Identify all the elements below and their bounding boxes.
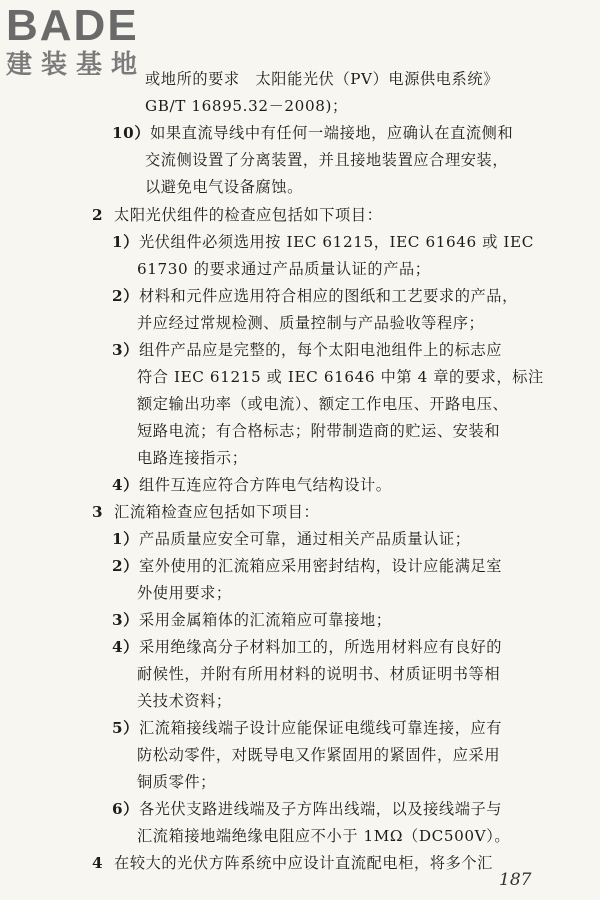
item-number: 1） [112,530,139,548]
text-line [145,68,499,90]
line-text: GB/T 16895.32－2008)； [145,97,348,115]
section-heading [92,204,382,226]
item-number: 1） [112,233,139,251]
line-text: 短路电流；有合格标志；附带制造商的贮运、安装和 [137,422,501,440]
list-item [112,339,502,361]
line-text: 采用绝缘高分子材料加工的，所选用材料应有良好的 [138,638,503,656]
list-item [112,474,392,496]
line-text: 在较大的光伏方阵系统中应设计直流配电柜，将多个汇 [114,854,493,872]
logo-brand: BADE [6,1,139,50]
list-item [112,636,502,658]
text-line [145,95,348,117]
line-text: 组件互连应符合方阵电气结构设计。 [138,476,392,494]
section-number: 3 [92,503,104,521]
section-heading [92,852,493,874]
text-line [137,582,232,604]
line-text: 额定输出功率（或电流）、额定工作电压、开路电压、 [137,395,509,413]
text-line [137,312,484,334]
item-number: 4） [112,476,139,494]
line-text: 符合 IEC 61215 或 IEC 61646 中第 4 章的要求，标注 [137,368,544,386]
line-text: 汇流箱检查应包括如下项目： [114,503,320,521]
item-number: 5） [112,719,139,737]
text-line [137,825,510,847]
list-item [112,609,392,631]
item-number: 4） [112,638,139,656]
line-text: 汇流箱接线端子设计应能保证电缆线可靠连接，应有 [138,719,503,737]
section-number: 2 [92,206,104,224]
text-line [137,771,216,793]
text-line [137,258,431,280]
bade-logo [6,1,147,80]
text-line [137,663,500,685]
line-text: 采用金属箱体的汇流箱应可靠接地； [138,611,392,629]
line-text: 防松动零件，对既导电又作紧固用的紧固件，应采用 [137,746,501,764]
line-text: 组件产品应是完整的，每个太阳电池组件上的标志应 [138,341,503,359]
line-text: 或地所的要求 太阳能光伏（PV）电源供电系统》 [145,70,499,88]
item-number: 3） [112,611,139,629]
list-item [112,555,502,577]
item-number: 10） [112,124,151,142]
text-line [145,176,303,198]
item-number: 2） [112,557,139,575]
line-text: 各光伏支路进线端及子方阵出线端，以及接线端子与 [138,800,503,818]
section-number: 4 [92,854,104,872]
line-text: 以避免电气设备腐蚀。 [145,178,303,196]
line-text: 耐候性，并附有所用材料的说明书、材质证明书等相 [137,665,501,683]
line-text: 铜质零件； [137,773,216,791]
line-text: 室外使用的汇流箱应采用密封结构，设计应能满足室 [138,557,503,575]
page-number: 187 [499,870,532,890]
list-item [112,717,502,739]
line-text: 材料和元件应选用符合相应的图纸和工艺要求的产品， [138,287,518,305]
line-text: 太阳光伏组件的检查应包括如下项目： [114,206,383,224]
section-heading [92,501,319,523]
line-text: 产品质量应安全可靠，通过相关产品质量认证； [138,530,471,548]
line-text: 光伏组件必须选用按 IEC 61215，IEC 61646 或 IEC [138,233,534,251]
logo-subtitle: 建装基地 [6,50,147,80]
item-number: 3） [112,341,139,359]
item-number: 6） [112,800,139,818]
text-line [137,447,248,469]
line-text: 交流侧设置了分离装置，并且接地装置应合理安装， [145,151,509,169]
line-text: 并应经过常规检测、质量控制与产品验收等程序； [137,314,485,332]
list-item [112,285,518,307]
list-item [112,798,502,820]
list-item [112,528,471,550]
item-number: 2） [112,287,139,305]
line-text: 电路连接指示； [137,449,248,467]
line-text: 汇流箱接地端绝缘电阻应不小于 1MΩ（DC500V）。 [137,827,511,845]
text-line [137,744,500,766]
line-text: 关技术资料； [137,692,232,710]
line-text: 61730 的要求通过产品质量认证的产品； [137,260,431,278]
line-text: 外使用要求； [137,584,232,602]
text-line [145,149,508,171]
list-item [112,122,513,144]
text-line [137,366,544,388]
text-line [137,393,508,415]
text-line [137,420,500,442]
list-item [112,231,534,253]
line-text: 如果直流导线中有任何一端接地，应确认在直流侧和 [150,124,514,142]
text-line [137,690,232,712]
